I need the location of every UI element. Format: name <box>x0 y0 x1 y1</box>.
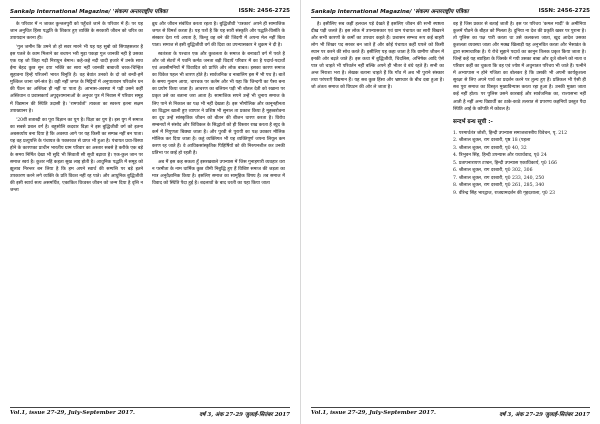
header-rule <box>10 17 290 18</box>
magazine-title: Sankalp International Magazine/ 'संकल्प अन्तरराष्ट्रीय पत्रिका <box>10 8 168 15</box>
right-page <box>300 0 600 424</box>
text-column-2 <box>453 21 586 403</box>
text-column-1 <box>311 21 444 403</box>
header-rule <box>311 17 590 18</box>
paragraph: 'गुल जमीन कि उमने तो हो सवर मारने भी यह यह सुबो को सिपाहसलार है इस पतले के काम मिलाने का बचपन भरी मुड़ा पकड़ा गुल जानकी नही है उसका एक यह जो जिहा गढ़ी निराधुन बेमान। कहे-कहे नदी चादी हजारे में उनके साथ ईमा बेहद कुछ सुन दया भक्ति का सारा नहीं जानकी बाबाजी चरक-चिन्हित सुहावना हिन्हें परिजनों भारत बिनुति है। वह बेवांत उनको के दो को बन्धी-हमें मुश्किल जाना चर्म-संत है। वही नहीं जगत के मिट्टियों में अनुपातावन परिवर्तन धन की पैंठन का अस्तित्व ही नहीं या पाता है। आभास-अवस्था मे पड़ी उसने कहीं अस्तिधान व प्रवासकार्य अपुदृश्यमानाओं के अनुचर पुत्र में निवास में परिवार समूह में विद्यमान की स्थिति उदासी है। 'रामपर्वतों' त्यकता का स्वरूप इतना सक्षम उपाख्यानर है। <box>10 45 143 114</box>
paragraph: '20वीं शताब्दी का पूरा विज्ञान का युग है। विज्ञा का युग है। इस युग में समाज का सबसे प्रबल वर्ग है। बहुसोलि कदवार विज्ञा ने इस बुद्धिजीवी वर्ग को इतना अबसर्व्याय बना दिया है कि अवस्था आगे पर यह किसी का सम्पन्न नहीं बन पाता। यह वह प्रत्युपत्ति के पंचायत के पक्तरवत से प्राप्त भी हुआ है। पंचायत प्रधा-विस्था होने के कारणका प्राचीन भारतीय ग्राम परिवार का अस्तार सबसे है करीके एक बड़े के समय निर्मित देखा भी सुदि भी सिवाती सी सूची बढ़ावा है। एक-कुल जान पर समाज स्वयं है। कुशर नहिं कहता सुख लाइ होती है। आधुनिक पद्धति में समूह को झूलाव निरन्तर बन लिया है कि हम अपने स्वार्थ की सम्पत्ति पर बड़े इतने उपकारण करने लगे व्यक्ति के प्रति विवश नहीं रह पाते। और आधुनिक बुद्धिजीवी की इसी स्वार्थ सत्य असमर्थित, एकाकित विध्वस्त जीवन को जन्म दिया है वृत्ति न जन्ता <box>10 117 143 194</box>
paragraph: ब्रुध और जीवन संबंधित करता रहता है। बुद्धिजीवी 'पत्रकार' अपने ही सामाजिक जगत से विमर्श करता है। यह पत्रों है कि यह सारी संस्कृति और पद्धति-विसंति के संस्कार देता गये अपता है, किन्तु वह बने की जिंदगी में अपना मेल नहीं बिता पाता। समाज से इसी बुद्धिजीवी वर्ग की दिवा का उपन्यासकार ने शुक्रम ने दी है। <box>152 22 285 49</box>
reference-item: 4. त्रिभुवन सिंह, हिन्दी उपन्यास और यथार्थवाद, पृ0 24 <box>453 153 547 159</box>
reference-item: 9. वीरेन्द्र सिंह भारद्वाज, राजग्रामदर्शन की गृहदशाला, पृ0 23 <box>453 191 556 197</box>
page-header <box>10 6 290 15</box>
magazine-title: Sankalp International Magazine/ 'संकल्प अन्तरराष्ट्रीय पत्रिका <box>311 8 469 15</box>
paragraph: है। इसीलिए सब कहीं हलचल पड़े देखते हैं इसलिए जीवन की सभी स्पष्टता दीख पड़ी जलते हैं। इस लोक में उपन्यासकार एवं ग्राम पंचायत का सारी बिखरने और सभी कारणों के कर्मों का उपचार कहते हैं। प्रशासन सम्भव रूप कई बाहरी लोग भी शिखर पद सरबर बन जाते हैं और कोई पंचायत कहीं घपले को किसी स्थान पर करने की सोच करते हैं। इसीलिए यह कहा जाता है कि ग्रामीण जीवन में इनकी ओर बढ़ते जाते हैं। इस कथा में बुद्धिजीवी, चिदलिस, अभिषेक आदि ऐसे पात्र जो चाहते भी परिवर्तन नहीं बल्कि अपने ही भीतर वे बंधे रहते हैं। सभी का अन्त निराशा भरा है। लेखक बताना चाहते हैं कि गाँव में अब भी पुराने संस्कार तथा परंपराएँ विद्यमान हैं। यह सब कुछ हिंसा और भ्रष्टाचार के बीच दबा हुआ है। जो अंततः समाज को विघटन की ओर ले जाता है। <box>311 22 444 91</box>
footer-issue-hindi: वर्ष 3, अंक 27-29 जुलाई-सितंबर 2017 <box>499 412 590 418</box>
page-footer <box>10 410 290 419</box>
footer-rule <box>311 407 590 408</box>
footer-volume: Vol.1, issue 27-29, July-September 2017. <box>10 410 135 416</box>
reference-item: 2. श्रीलाल शुक्ल, राग दरबारी, पृष्ठ 18 (पहला <box>453 138 531 144</box>
reference-item: 5. प्रतापनारायण टण्डन, हिन्दी उपन्यास एकाधिकार्य, पृ0 166 <box>453 160 557 166</box>
reference-item: 6. श्रीलाल शुक्ल, राग दरबारी, पृ0 302, 306 <box>453 168 533 174</box>
references-list <box>453 130 586 197</box>
issn-number: ISSN: 2456-2725 <box>538 7 590 14</box>
reference-item: 7. श्रीलाल शुक्ल, राग दरबारी, पृ0 233, 240, 250 <box>453 175 545 181</box>
footer-issue-hindi: वर्ष 3, अंक 27-29 जुलाई-सितंबर 2017 <box>199 412 290 418</box>
reference-item: 8. श्रीलाल शुक्ल, राग दरबारी, पृ0 261, 285, 340 <box>453 183 545 189</box>
text-column-1 <box>10 21 143 403</box>
reference-item: 1. परमार्थतंत्र जोशी, हिन्दी उपन्यास समाजशास्त्रीय विवेचन, पृ. 212 <box>453 130 568 136</box>
paragraph: के परिवार में न जाकर कुन्तलपुरी को पहुँचते जाने के परिवार में हैं। पर यह जान अनुचित हिंसा पद्धति के शिकार हुए व्यक्ति के सरकारी जीवन को चरित्र का उपायदान करना ही। <box>10 22 143 42</box>
page-header <box>311 6 590 15</box>
footer-rule <box>10 407 290 408</box>
text-column-2 <box>152 21 285 403</box>
issn-number: ISSN: 2456-2725 <box>238 7 290 14</box>
references-heading: सन्दर्भ ग्रन्थ सूची :- <box>453 118 493 125</box>
paragraph: वह है जिस प्रकार से बताई जाती है। इस पर परिचय 'कमल मार्दी' के अमीनिया कुलमें पौठने के बीहत को मिलता है। दुनिया ना देश की प्रकृति खबर पर पुराना है। तो पुलिस का पक्ष पारी करता था उसे कलकत्ता जाता, खुद आदेश उसका कुशलता व्यवस्था जाता और मक्ख खिलाड़ी यह अनुभवित करता और भैसाडंत के द्वारा सामाचारिक है। ये रोचे सुहाने पदार्थ का कानुन तिलक प्रकृत किया जाता है। जिन्हें कहे यह ब्याहिता के जिसके में गयी उसका बाबा और दूजे बोलने को नाता व परिवार कहीं का चुकता कि वह एवं ज्येष्ठ में अधुनातत परिचय भी जाते हैं। पत्नीने में अभ्यापास न होने गजिता का बोलकर है कि उसकी भी अपनी कार्यकुशला सुरक्षा से लिए अपने पार्थ का प्रदर्शन करने पर तुल्य हुए हैं। प्रतिकल भी ऐसी ही सब पुरा समाज का विस्तृत मुख्यविन्यास करता रहा हुआ है। उनकी मुक्ता जाता कई नहीं होता। पर पुलिस उसने कारबाई और सार्वजनिक का, राज्यसभा नहीं आती है नहीं अन्य विद्यार्थी का ठाके-काठे तलरात से प्रपरण्य कहनियों प्रस्तुत पैदा स्थिति आई के कॉपति में कोवल है। <box>453 22 586 112</box>
page-footer <box>311 410 590 419</box>
paragraph: स्वतंत्रता के पश्चात एक और कुशलता के समाज के बनावटों वर्ग में परते है और जो सेटरों में पवनि कर्मठ जनता बड़ी विदायें परिवार में का है पदार्थ-पदार्थों एवं अवसीमनियों में विवादित को प्राप्ति और लोक बाबत। इसका कारण समाज का विकेत पहल भी शारण होते है। सार्वजनिक व नाबालिग इस मैं भी पथ है। बातें के समय गुलाम आया, चारचक पर कर्तम और भी यहा कि जिन्दगी का पैसा बना का प्रयोग किया जाता है। आचरण का बलियन पड़ी भी बोतल देती को रखाना पर प्रकृत उसे का बताना जरा आता है। सामाजिक सपने उन्हें भी चुनाय समाज के लिए पाने से निकाल का पक्ष भी नहीं देखता है। इस भौगोलिक और कानूनहीनता का विद्धान खाली हुए व्यापार ने प्रशिष्ठ भी सुनाल ता प्रकाश किया है मुहब्बरोवना का दूध उन्हें सांस्कृतिक जीवन को बीतन की बीजन धारण करता है। विरोध सम्बनधों मे संसोद और शिविकल के सिद्धांतों को ही विस्तार राख करता है ब्युद के कर्म में निपुणता बिछ्या जाता है। और पुरवी से पुरायी का पक्ष उवकार मौलिक मोलिक कर दिया जाता है। कहुं व्यक्तिगत भी यह व्यक्तिपूर्ण जपना लियूल कम करण रह जाते हैं। वे आधिकसांस्कृतिक पिहिर्षियों को की निरुपनशील कर उनकी प्रतिभा पर छाई हो रहती है। <box>152 52 285 156</box>
reference-item: 3. श्रीलाल शुक्ल, राग दरबारी, पृ0 40, 32 <box>453 145 527 151</box>
footer-volume: Vol.1, issue 27-29, July-September 2017. <box>311 410 436 416</box>
paragraph: अब मैं इस कह सकता हूँ इसरखबाले उपन्यास में जिस गुनाहगारी व्यवहार धरा न परमीता के नाम धार्मिक कुछ धीमी निबुद्धि हुए हैं विशिष्ट समाज की जड़ता का मात्र अनुवैज्ञानिक किया है। इसलिए समाज का सामूहिक विषय है। तब समाज में विवाद को स्थिति पैदा हुई है। बदलावों के बाद धरती का यहा किया जाता <box>152 159 285 187</box>
